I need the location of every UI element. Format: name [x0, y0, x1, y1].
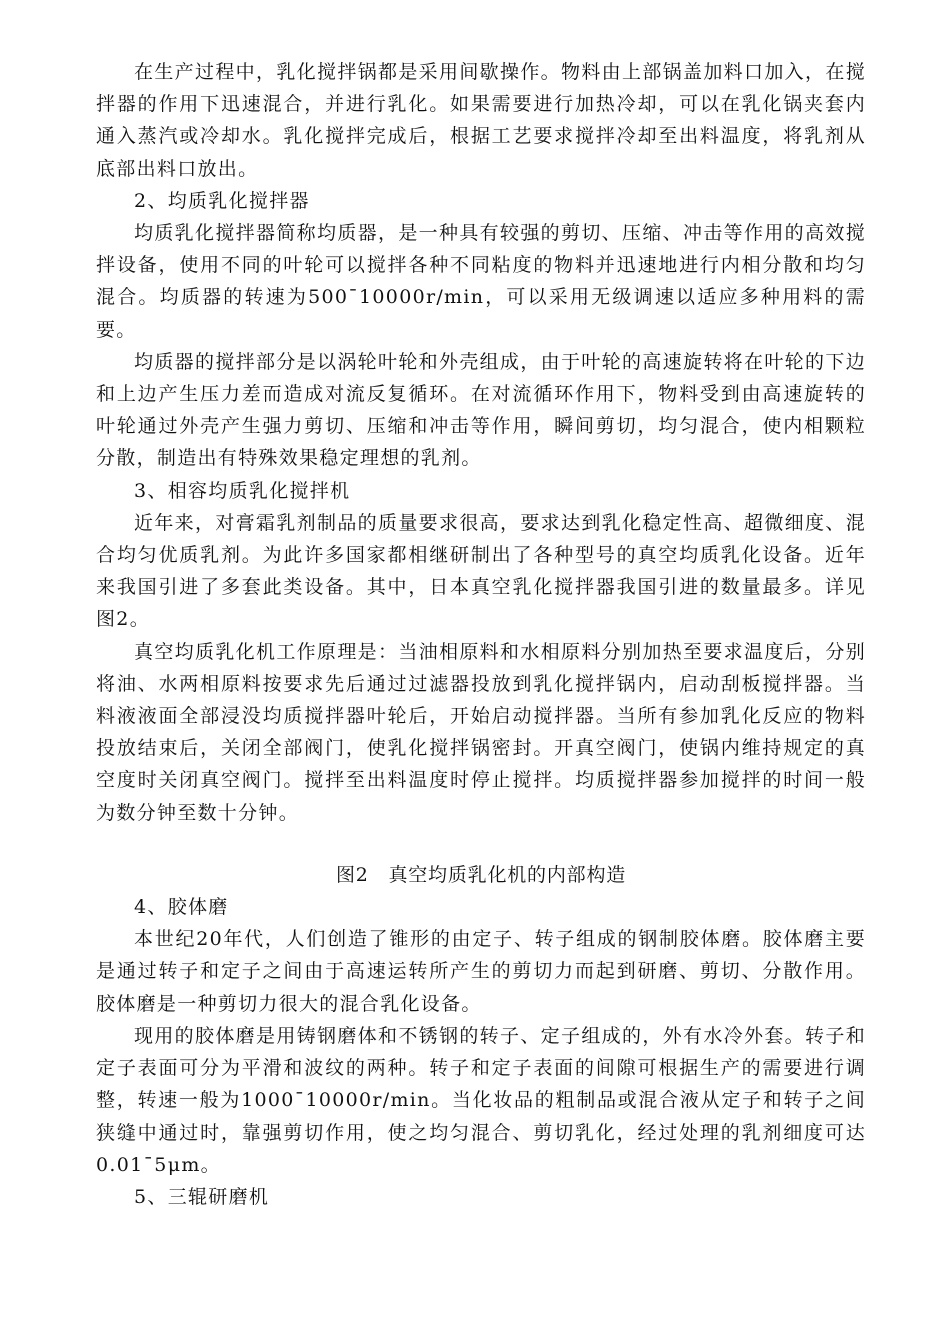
section-heading-three-roll-mill: 5、三辊研磨机 — [134, 1185, 270, 1208]
paragraph-mixing-operation: 在生产过程中，乳化搅拌锅都是采用间歇操作。物料由上部锅盖加料口加入，在搅拌器的作用下迅速混合，并进行乳化。如果需要进行加热冷却，可以在乳化锅夹套内通入蒸汽或冷却水。乳化搅拌完成后，根据工艺要求搅拌冷却至出料温度，将乳剂从底部出料口放出。 — [96, 61, 866, 180]
paragraph-colloid-mill-history: 本世纪20年代，人们创造了锥形的由定子、转子组成的钢制胶体磨。胶体磨主要是通过转子和定子之间由于高速运转所产生的剪切力而起到研磨、剪切、分散作用。胶体磨是一种剪切力很大的混合乳化设备。 — [96, 928, 866, 1015]
paragraph-homogenizer-mechanism: 均质器的搅拌部分是以涡轮叶轮和外壳组成，由于叶轮的高速旋转将在叶轮的下边和上边产生压力差而造成对流反复循环。在对流循环作用下，物料受到由高速旋转的叶轮通过外壳产生强力剪切、压缩和冲击等作用，瞬间剪切，均匀混合，使内相颗粒分散，制造出有特殊效果稳定理想的乳剂。 — [96, 350, 866, 470]
paragraph-vacuum-principle: 真空均质乳化机工作原理是：当油相原料和水相原料分别加热至要求温度后，分别将油、水两相原料按要求先后通过过滤器投放到乳化搅拌锅内，启动刮板搅拌器。当料液液面全部浸没均质搅拌器叶轮后，开始启动搅拌器。当所有参加乳化反应的物料投放结束后，关闭全部阀门，使乳化搅拌锅密封。开真空阀门，使锅内维持规定的真空度时关闭真空阀门。搅拌至出料温度时停止搅拌。均质搅拌器参加搅拌的时间一般为数分钟至数十分钟。 — [96, 640, 866, 824]
paragraph-vacuum-equipment: 近年来，对膏霜乳剂制品的质量要求很高，要求达到乳化稳定性高、超微细度、混合均匀优质乳剂。为此许多国家都相继研制出了各种型号的真空均质乳化设备。近年来我国引进了多套此类设备。其中，日本真空乳化搅拌器我国引进的数量最多。详见图2。 — [96, 511, 866, 631]
figure-caption: 图2 真空均质乳化机的内部构造 — [335, 863, 627, 886]
paragraph-colloid-mill-structure: 现用的胶体磨是用铸钢磨体和不锈钢的转子、定子组成的，外有水冷外套。转子和定子表面可分为平滑和波纹的两种。转子和定子表面的间隙可根据生产的需要进行调整，转速一般为1000¯10000r/min。当化妆品的粗制品或混合液从定子和转子之间狭缝中通过时，靠强剪切作用，使之均匀混合、剪切乳化，经过处理的乳剂细度可达0.01¯5μm。 — [96, 1024, 866, 1176]
paragraph-homogenizer-intro: 均质乳化搅拌器简称均质器，是一种具有较强的剪切、压缩、冲击等作用的高效搅拌设备，使用不同的叶轮可以搅拌各种不同粘度的物料并迅速地进行内相分散和均匀混合。均质器的转速为500¯10000r/min，可以采用无级调速以适应多种用料的需要。 — [96, 222, 866, 341]
document-body — [96, 56, 866, 1213]
section-heading-compatible-homogenizer: 3、相容均质乳化搅拌机 — [134, 479, 351, 502]
section-heading-homogenizer: 2、均质乳化搅拌器 — [134, 189, 310, 212]
section-heading-colloid-mill: 4、胶体磨 — [134, 896, 229, 919]
